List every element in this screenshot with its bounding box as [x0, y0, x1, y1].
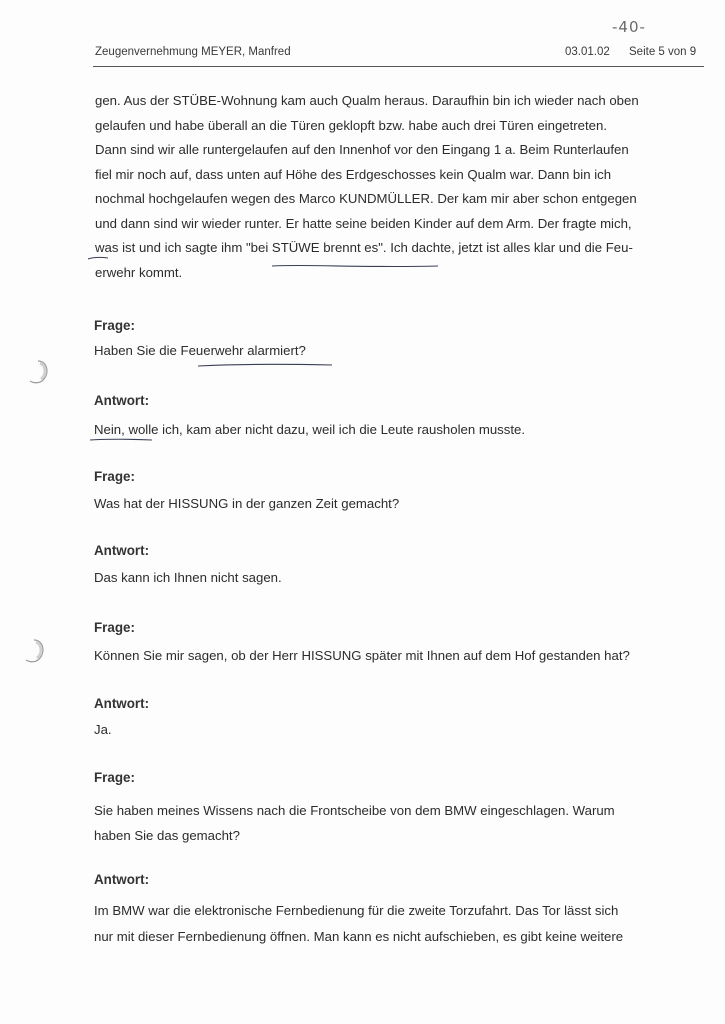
- answer-text: Im BMW war die elektronische Fernbedienung für die zweite Torzufahrt. Das Tor lässt sich: [94, 903, 619, 918]
- answer-label: Antwort:: [94, 543, 150, 558]
- handwritten-underline: [196, 362, 336, 368]
- punch-hole: [24, 357, 54, 387]
- question-label: Frage:: [94, 770, 135, 785]
- question-text: Was hat der HISSUNG in der ganzen Zeit gemacht?: [94, 496, 400, 511]
- intro-line: was ist und ich sagte ihm "bei STÜWE brennt es". Ich dachte, jetzt ist alles klar und die Feu-: [95, 240, 633, 255]
- question-text: Haben Sie die Feuerwehr alarmiert?: [94, 343, 306, 358]
- header-date: 03.01.02: [565, 46, 610, 58]
- question-label: Frage:: [94, 620, 135, 635]
- header-title: Zeugenvernehmung MEYER, Manfred: [95, 46, 291, 58]
- question-text: haben Sie das gemacht?: [94, 828, 240, 843]
- intro-line: erwehr kommt.: [95, 264, 183, 280]
- answer-text: Nein, wolle ich, kam aber nicht dazu, weil ich die Leute rausholen musste.: [94, 422, 526, 437]
- intro-line: Dann sind wir alle runtergelaufen auf den Innenhof vor den Eingang 1 a. Beim Runterlaufen: [95, 142, 629, 157]
- question-label: Frage:: [94, 469, 135, 484]
- question-label: Frage:: [94, 318, 135, 333]
- question-text: Sie haben meines Wissens nach die Frontscheibe von dem BMW eingeschlagen. Warum: [94, 803, 615, 818]
- intro-line: gen. Aus der STÜBE-Wohnung kam auch Qualm heraus. Daraufhin bin ich wieder nach oben: [95, 93, 639, 108]
- answer-label: Antwort:: [94, 872, 150, 887]
- intro-line: und dann sind wir wieder runter. Er hatte seine beiden Kinder auf dem Arm. Der fragte mich,: [95, 215, 632, 231]
- answer-text: Ja.: [94, 722, 112, 737]
- answer-label: Antwort:: [94, 393, 150, 408]
- handwritten-page-number: -40-: [612, 18, 646, 36]
- handwritten-underline: [88, 437, 154, 443]
- page-header: [95, 46, 703, 64]
- intro-paragraph: [95, 89, 705, 285]
- answer-text: Das kann ich Ihnen nicht sagen.: [94, 570, 282, 585]
- question-text: Können Sie mir sagen, ob der Herr HISSUNG später mit Ihnen auf dem Hof gestanden hat?: [94, 648, 630, 663]
- intro-line: fiel mir noch auf, dass unten auf Höhe des Erdgeschosses kein Qualm war. Dann bin ich: [95, 166, 612, 182]
- intro-line: nochmal hochgelaufen wegen des Marco KUNDMÜLLER. Der kam mir aber schon entgegen: [95, 191, 637, 206]
- handwritten-mark: [86, 255, 110, 261]
- handwritten-underline: [270, 263, 440, 269]
- header-page-info: Seite 5 von 9: [629, 46, 697, 58]
- header-divider: [93, 66, 704, 67]
- answer-label: Antwort:: [94, 696, 150, 711]
- punch-hole: [20, 636, 50, 666]
- intro-line: gelaufen und habe überall an die Türen geklopft bzw. habe auch drei Türen eingetreten.: [95, 117, 607, 133]
- answer-text: nur mit dieser Fernbedienung öffnen. Man kann es nicht aufschieben, es gibt keine weitere: [94, 929, 624, 944]
